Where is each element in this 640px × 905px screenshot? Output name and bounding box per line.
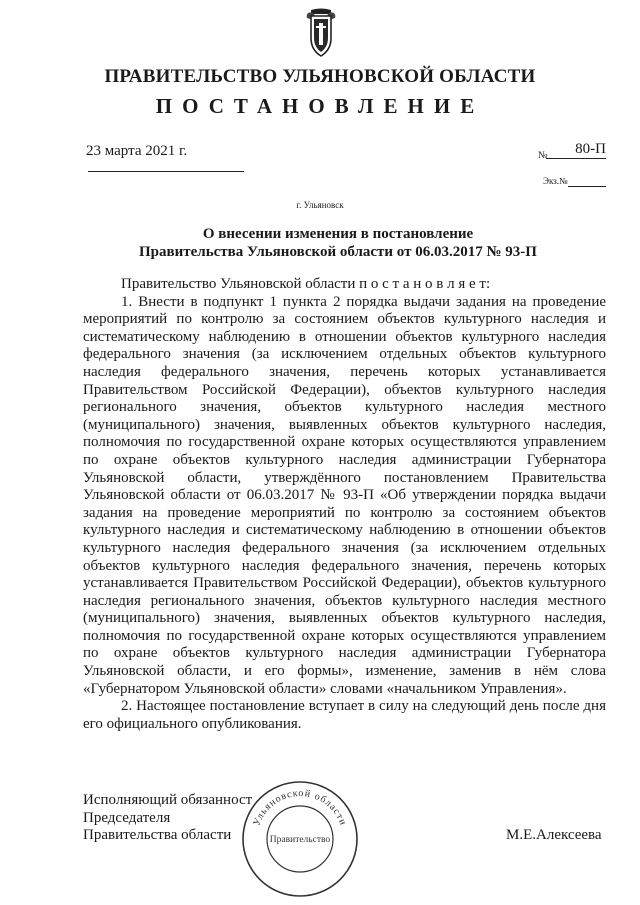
official-seal	[239, 778, 361, 900]
signatory-line-2: Председателя	[83, 809, 171, 826]
organization-name: ПРАВИТЕЛЬСТВО УЛЬЯНОВСКОЙ ОБЛАСТИ	[104, 66, 536, 87]
intro-paragraph: Правительство Ульяновской области п о с т а н о в л я е т:	[121, 276, 491, 292]
document-date: 23 марта 2021 г.	[86, 143, 188, 159]
title-line-2: Правительства Ульяновской области от 06.03.2017 № 93-П	[139, 244, 537, 260]
copy-number-label: Экз.№	[543, 176, 568, 186]
number-underline	[546, 158, 606, 159]
signatory-line-3: Правительства области	[83, 827, 232, 843]
signatory-position	[83, 792, 252, 845]
signatory-name: М.Е.Алексеева	[506, 827, 602, 843]
document-number: 80-П	[575, 141, 606, 157]
seal-inner-text: Правительство	[269, 835, 331, 845]
copy-number-underline	[568, 186, 606, 187]
clause-1-paragraph: 1. Внести в подпункт 1 пункта 2 порядка выдачи задания на проведение мероприятий по контролю за состоянием объектов культурного наследия и систематическому наблюдению в отношении объектов культурного наследия федерального значения (за исключением отдельных объектов культурного наследия федерального значения, перечень которых устанавливается Правительством Российской Федерации), объектов культурного наследия регионального значения, объектов культурного наследия местного (муниципального) значения, выявленных объектов культурного наследия, полномочия по государственной охране которых осуществляются управлением по охране объектов культурного наследия администрации Губернатора Ульяновской области, утверждённого постановлением Правительства Ульяновской области от 06.03.2017 № 93-П «Об утверждении порядка выдачи задания на проведение мероприятий по контролю за состоянием объектов культурного наследия и систематическому наблюдению в отношении объектов культурного наследия федерального значения (за исключением отдельных объектов культурного наследия федерального значения, перечень которых устанавливается Правительством Российской Федерации), объектов культурного наследия регионального значения, объектов культурного наследия местного (муниципального) значения, выявленных объектов культурного наследия, полномочия по государственной охране которых осуществляются управлением по охране объектов культурного наследия администрации Губернатора Ульяновской области, и его формы», изменение, заменив в нём слова «Губернатором Ульяновской области» словами «начальником Управления».	[83, 293, 606, 697]
clause-2-paragraph: 2. Настоящее постановление вступает в силу на следующий день после дня его официального опубликования.	[83, 698, 606, 732]
date-underline	[88, 171, 244, 172]
number-label: №	[538, 150, 548, 161]
city-label: г. Ульяновск	[296, 200, 344, 210]
title-line-1: О внесении изменения в постановление	[202, 226, 474, 242]
document-type: ПОСТАНОВЛЕНИЕ	[155, 94, 485, 118]
coat-of-arms-emblem	[303, 8, 339, 58]
seal-outer-text: Ульяновской области	[251, 787, 349, 828]
document-title	[88, 225, 588, 261]
document-body	[83, 276, 606, 733]
signatory-line-1: Исполняющий обязанност	[83, 792, 253, 808]
